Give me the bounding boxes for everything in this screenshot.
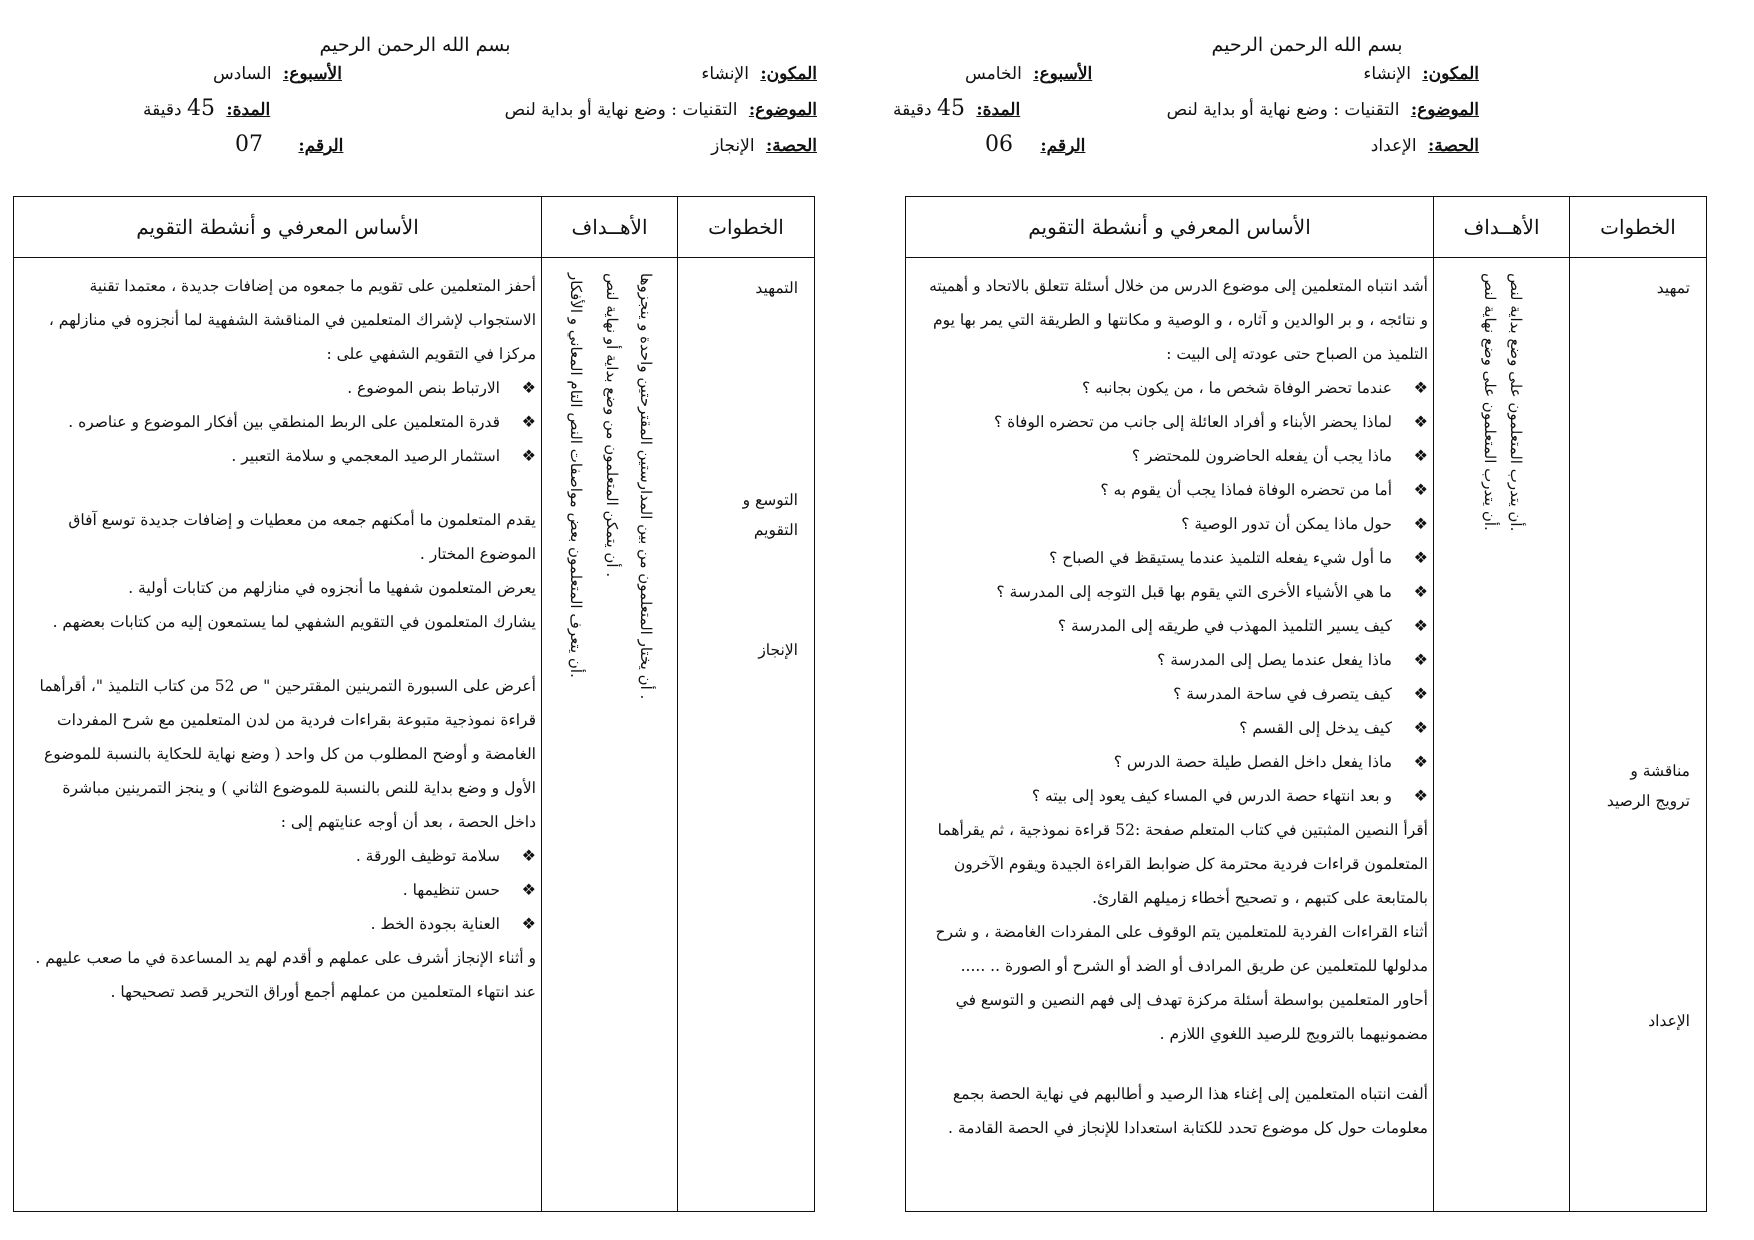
subject-field <box>1167 100 1479 120</box>
goals-header: الأهــداف <box>571 215 648 239</box>
left-lesson-sheet <box>13 30 817 1230</box>
list-item <box>918 575 1428 609</box>
step-intro: التمهيد <box>755 279 798 297</box>
list-item-text: حول ماذا يمكن أن تدور الوصية ؟ <box>1181 515 1392 533</box>
list-item-text: الارتباط بنص الموضوع . <box>347 379 500 397</box>
attention-list <box>26 839 536 941</box>
list-item-text: أما من تحضره الوفاة فماذا يجب أن يقوم به ؟ <box>1100 481 1392 499</box>
session-label: الحصة: <box>765 136 817 156</box>
list-item-text: قدرة المتعلمين على الربط المنطقي بين أفكار الموضوع و عناصره . <box>68 413 500 431</box>
bullet-icon: ❖ <box>521 846 536 865</box>
steps-header: الخطوات <box>1600 215 1676 239</box>
basmala: بسم الله الرحمن الرحيم <box>1211 34 1403 56</box>
list-item <box>918 405 1428 439</box>
list-item <box>26 907 536 941</box>
week-value: الخامس <box>965 64 1022 84</box>
goals-header: الأهــداف <box>1463 215 1540 239</box>
duration-unit: دقيقة <box>893 100 932 120</box>
duration-field <box>893 96 1020 121</box>
bullet-icon: ❖ <box>521 914 536 933</box>
list-item-text: ماذا يفعل داخل الفصل طيلة حصة الدرس ؟ <box>1113 753 1392 771</box>
list-item <box>918 711 1428 745</box>
list-item-text: و بعد انتهاء حصة الدرس في المساء كيف يعود إلى بيته ؟ <box>1031 787 1392 805</box>
content-column <box>918 269 1428 1145</box>
bullet-icon: ❖ <box>1413 718 1428 737</box>
list-item-text: ما أول شيء يفعله التلميذ عندما يستيقظ في الصباح ؟ <box>1049 549 1392 567</box>
subject-label: الموضوع: <box>1410 100 1479 120</box>
bullet-icon: ❖ <box>1413 514 1428 533</box>
subject-field <box>505 100 817 120</box>
component-value: الإنشاء <box>1363 64 1411 84</box>
bullet-icon: ❖ <box>1413 378 1428 397</box>
list-item-text: حسن تنظيمها . <box>402 881 500 899</box>
step-expansion: التوسع و <box>742 491 798 509</box>
bullet-icon: ❖ <box>1413 616 1428 635</box>
discussion-paragraph: أقرأ النصين المثبتين في كتاب المتعلم صفحة :52 قراءة نموذجية ، ثم يقرأهما المتعلمون قراءات فردية محترمة كل ضوابط القراءة الجيدة ويقوم الآخرون بالمتابعة على كتبهم ، و تصحيح أخطاء زميلهم القارئ. <box>937 821 1428 907</box>
step-preparation: الإعداد <box>1648 1012 1690 1030</box>
session-label: الحصة: <box>1427 136 1479 156</box>
number-field <box>985 132 1085 157</box>
list-item <box>918 609 1428 643</box>
component-label: المكون: <box>1422 64 1479 84</box>
bullet-icon: ❖ <box>521 880 536 899</box>
preparation-paragraph: ألفت انتباه المتعلمين إلى إغناء هذا الرصيد و أطالبهم في نهاية الحصة بجمع معلومات حول كل موضوع تحدد للكتابة استعدادا للإنجاز في الحصة القادمة . <box>948 1085 1428 1137</box>
content-column <box>26 269 536 1009</box>
list-item <box>26 873 536 907</box>
column-divider <box>541 197 542 1211</box>
goal-item: أن يتدرب المتعلمون على وضع نهاية لنص. <box>1481 273 1499 531</box>
component-field <box>701 64 817 84</box>
duration-number: 45 <box>936 96 965 121</box>
list-item <box>918 643 1428 677</box>
bullet-icon: ❖ <box>521 378 536 397</box>
number-value: 07 <box>235 132 263 157</box>
number-field <box>235 132 343 157</box>
week-label: الأسبوع: <box>282 64 342 84</box>
expansion-paragraph: يعرض المتعلمون شفهيا ما أنجزوه في منازلهم من كتابات أولية . <box>128 579 536 597</box>
week-value: السادس <box>213 64 272 84</box>
session-field <box>711 136 817 156</box>
achievement-paragraph: أعرض على السبورة التمرينين المقترحين " ص 52 من كتاب التلميذ "، أقرأهما قراءة نموذجية متبوعة بقراءات فردية من لدن المتعلمين مع شرح المفردات الغامضة و أوضح المطلوب من كل واحد ( وضع نهاية للحكاية بالنسبة للموضوع الأول و وضع بداية للنص بالنسبة للموضوع الثاني ) و ينجز التمرينين مباشرة داخل الحصة ، بعد أن أوجه عنايتهم إلى : <box>39 677 536 831</box>
subject-value: التقنيات : وضع نهاية أو بداية لنص <box>1166 100 1400 120</box>
list-item-text: ماذا يفعل عندما يصل إلى المدرسة ؟ <box>1157 651 1392 669</box>
end-paragraph: عند انتهاء المتعلمين من عملهم أجمع أوراق التحرير قصد تصحيحها . <box>110 983 536 1001</box>
expansion-paragraph: يقدم المتعلمون ما أمكنهم جمعه من معطيات و إضافات جديدة توسع آفاق الموضوع المختار . <box>68 511 536 563</box>
list-item <box>918 439 1428 473</box>
intro-paragraph: أشد انتباه المتعلمين إلى موضوع الدرس من خلال أسئلة تتعلق بالاتحاد و أهميته و نتائجه ، و بر الوالدين و آثاره ، و الوصية و مكانتها و الطريقة التي يمر بها يوم التلميذ من الصباح حتى عودته إلى البيت : <box>929 277 1428 363</box>
list-item <box>918 371 1428 405</box>
bullet-icon: ❖ <box>1413 548 1428 567</box>
bullet-icon: ❖ <box>1413 786 1428 805</box>
list-item-text: ماذا يجب أن يفعله الحاضرون للمحتضر ؟ <box>1131 447 1392 465</box>
expansion-paragraph: يشارك المتعلمون في التقويم الشفهي لما يستمعون إليه من كتابات بعضهم . <box>52 613 536 631</box>
list-item-text: كيف يتصرف في ساحة المدرسة ؟ <box>1173 685 1392 703</box>
column-divider <box>677 197 678 1211</box>
column-divider <box>1569 197 1570 1211</box>
content-header: الأساس المعرفي و أنشطة التقويم <box>1028 215 1311 239</box>
list-item <box>918 507 1428 541</box>
bullet-icon: ❖ <box>1413 480 1428 499</box>
component-value: الإنشاء <box>701 64 749 84</box>
list-item-text: عندما تحضر الوفاة شخص ما ، من يكون بجانبه ؟ <box>1082 379 1392 397</box>
list-item-text: ما هي الأشياء الأخرى التي يقوم بها قبل التوجه إلى المدرسة ؟ <box>996 583 1392 601</box>
component-field <box>1363 64 1479 84</box>
subject-value: التقنيات : وضع نهاية أو بداية لنص <box>504 100 738 120</box>
list-item <box>918 541 1428 575</box>
bullet-icon: ❖ <box>1413 684 1428 703</box>
duration-field <box>143 96 270 121</box>
week-field <box>965 64 1092 84</box>
list-item <box>918 745 1428 779</box>
bullet-icon: ❖ <box>521 412 536 431</box>
component-label: المكون: <box>760 64 817 84</box>
lesson-table <box>905 196 1707 1212</box>
list-item <box>918 473 1428 507</box>
bullet-icon: ❖ <box>1413 650 1428 669</box>
during-paragraph: و أثناء الإنجاز أشرف على عملهم و أقدم لهم يد المساعدة في ما صعب عليهم . <box>35 949 536 967</box>
list-item <box>26 839 536 873</box>
step-achievement: الإنجاز <box>758 641 798 659</box>
steps-header: الخطوات <box>708 215 784 239</box>
list-item <box>26 439 536 473</box>
list-item-text: سلامة توظيف الورقة . <box>355 847 500 865</box>
duration-unit: دقيقة <box>143 100 182 120</box>
duration-label: المدة: <box>976 100 1021 120</box>
list-item-text: كيف يدخل إلى القسم ؟ <box>1239 719 1392 737</box>
goal-item: أن يتمكن المتعلمون من وضع بداية أو نهاية لنص . <box>603 273 621 578</box>
step-discussion: مناقشة و <box>1630 762 1690 780</box>
subject-label: الموضوع: <box>748 100 817 120</box>
list-item-text: كيف يسير التلميذ المهذب في طريقه إلى المدرسة ؟ <box>1057 617 1392 635</box>
week-label: الأسبوع: <box>1033 64 1093 84</box>
session-field <box>1371 136 1479 156</box>
goal-item: أن يتدرب المتعلمون على وضع بداية لنص. <box>1507 273 1525 532</box>
duration-number: 45 <box>186 96 215 121</box>
number-label: الرقم: <box>298 136 344 156</box>
right-lesson-sheet <box>893 30 1709 1230</box>
basmala: بسم الله الرحمن الرحيم <box>319 34 511 56</box>
list-item <box>26 405 536 439</box>
criteria-list <box>26 371 536 473</box>
step-vocab-promotion: ترويج الرصيد <box>1606 792 1690 810</box>
session-value: الإعداد <box>1370 136 1417 156</box>
session-value: الإنجاز <box>711 136 755 156</box>
number-value: 06 <box>985 132 1013 157</box>
vocab-paragraph: أثناء القراءات الفردية للمتعلمين يتم الوقوف على المفردات الغامضة ، و شرح مدلولها للمتعلمين عن طريق المرادف أو الضد أو الشرح أو الصورة .. ..... <box>935 923 1428 975</box>
question-list <box>918 371 1428 813</box>
bullet-icon: ❖ <box>1413 412 1428 431</box>
table-header-divider <box>14 257 814 258</box>
list-item <box>918 779 1428 813</box>
list-item-text: لماذا يحضر الأبناء و أفراد العائلة إلى جانب من تحضره الوفاة ؟ <box>993 413 1392 431</box>
dialogue-paragraph: أحاور المتعلمين بواسطة أسئلة مركزة تهدف إلى فهم النصين و التوسع في مضمونيهما بالترويج للرصيد اللغوي اللازم . <box>955 991 1428 1043</box>
step-evaluation: التقويم <box>753 521 798 539</box>
number-label: الرقم: <box>1040 136 1086 156</box>
week-field <box>213 64 342 84</box>
goal-item: أن يختار المتعلمون من بين المدارستين المقترحتين واحدة و ينجزوها . <box>637 273 655 700</box>
intro-paragraph: أحفز المتعلمين على تقويم ما جمعوه من إضافات جديدة ، معتمدا تقنية الاستجواب لإشراك المتعلمين في المناقشة الشفهية لما أنجزوه في منازلهم ، مركزا في التقويم الشفهي على : <box>48 277 536 363</box>
duration-label: المدة: <box>226 100 271 120</box>
column-divider <box>1433 197 1434 1211</box>
list-item-text: العناية بجودة الخط . <box>370 915 500 933</box>
goal-item: أن يتعرف المتعلمون بعض مواصفات النص التام المعاني و الأفكار. <box>567 273 585 678</box>
list-item <box>918 677 1428 711</box>
bullet-icon: ❖ <box>1413 582 1428 601</box>
list-item <box>26 371 536 405</box>
list-item-text: استثمار الرصيد المعجمي و سلامة التعبير . <box>231 447 500 465</box>
table-header-divider <box>906 257 1706 258</box>
bullet-icon: ❖ <box>521 446 536 465</box>
content-header: الأساس المعرفي و أنشطة التقويم <box>136 215 419 239</box>
step-intro: تمهيد <box>1656 279 1690 297</box>
bullet-icon: ❖ <box>1413 446 1428 465</box>
bullet-icon: ❖ <box>1413 752 1428 771</box>
lesson-table <box>13 196 815 1212</box>
